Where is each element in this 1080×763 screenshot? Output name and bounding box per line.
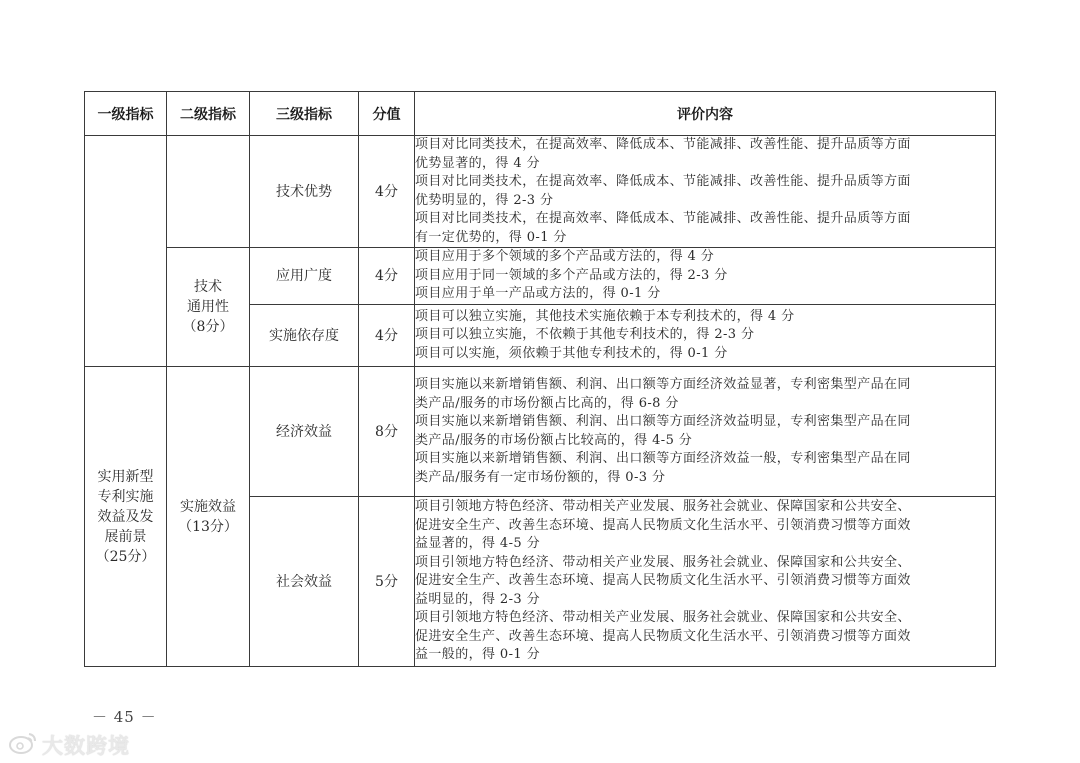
content-line: 项目对比同类技术，在提高效率、降低成本、节能减排、改善性能、提升品质等方面 [415,211,911,226]
content-cell [415,497,996,667]
content-line: 项目实施以来新增销售额、利润、出口额等方面经济效益显著，专利密集型产品在同 [415,377,911,392]
content-line: 有一定优势的，得 0-1 分 [415,229,567,245]
content-line: 优势显著的，得 4 分 [415,155,540,171]
level1-label-line: 展前景 [104,528,147,545]
content-cell [415,248,996,305]
content-line: 项目实施以来新增销售额、利润、出口额等方面经济效益一般，专利密集型产品在同 [415,451,911,466]
content-line: 促进安全生产、改善生态环境、提高人民物质文化生活水平、引领消费习惯等方面效 [415,517,911,533]
content-line: 优势明显的，得 2-3 分 [415,192,554,208]
level1-label-line: （25分） [95,548,156,565]
content-line: 项目应用于同一领域的多个产品或方法的，得 2-3 分 [415,267,728,283]
content-line: 益一般的，得 0-1 分 [415,647,540,663]
content-cell [415,305,996,367]
content-line: 项目应用于单一产品或方法的，得 0-1 分 [415,286,661,302]
content-line: 类产品/服务的市场份额占比较高的，得 4-5 分 [415,432,693,448]
content-line: 促进安全生产、改善生态环境、提高人民物质文化生活水平、引领消费习惯等方面效 [415,628,911,644]
score-value: 4分 [359,248,415,305]
level1-label-line: 专利实施 [97,488,154,505]
level2-label-line: 技术 [194,279,222,295]
header-content: 评价内容 [415,92,996,136]
header-level1: 一级指标 [85,92,167,136]
score-value: 8分 [359,367,415,497]
content-cell [415,136,996,248]
level1-blank-cell [85,136,167,367]
content-line: 项目可以独立实施，不依赖于其他专利技术的，得 2-3 分 [415,327,755,343]
watermark-text: 大数跨境 [42,734,130,758]
level2-label-line: （8分） [182,319,234,335]
level1-label-line: 实用新型 [97,468,154,485]
table-row [85,136,996,248]
watermark [8,730,130,760]
level2-label-line: 通用性 [187,299,229,315]
content-line: 项目引领地方特色经济、带动相关产业发展、服务社会就业、保障国家和公共安全、 [415,554,911,570]
header-score: 分值 [359,92,415,136]
content-line: 促进安全生产、改善生态环境、提高人民物质文化生活水平、引领消费习惯等方面效 [415,573,911,589]
table-row [85,367,996,497]
content-line: 益显著的，得 4-5 分 [415,536,540,552]
table-row [85,248,996,305]
content-line: 项目引领地方特色经济、带动相关产业发展、服务社会就业、保障国家和公共安全、 [415,499,911,515]
page-number: － 45 － [92,708,157,726]
level3-name: 应用广度 [250,248,359,305]
level2-blank-cell [167,136,250,248]
level3-name: 技术优势 [250,136,359,248]
level3-name: 经济效益 [250,367,359,497]
content-line: 类产品/服务有一定市场份额的，得 0-3 分 [415,469,666,485]
content-line: 项目对比同类技术，在提高效率、降低成本、节能减排、改善性能、提升品质等方面 [415,174,911,189]
level1-label-line: 效益及发 [97,508,154,525]
level2-tech-general [167,248,250,367]
evaluation-table [84,91,996,667]
weibo-logo-icon [8,731,38,759]
content-line: 项目对比同类技术，在提高效率、降低成本、节能减排、改善性能、提升品质等方面 [415,137,911,152]
content-line: 项目可以实施，须依赖于其他专利技术的，得 0-1 分 [415,345,728,361]
score-value: 5分 [359,497,415,667]
content-cell [415,367,996,497]
content-line: 项目应用于多个领域的多个产品或方法的，得 4 分 [415,249,715,265]
content-line: 项目引领地方特色经济、带动相关产业发展、服务社会就业、保障国家和公共安全、 [415,610,911,626]
content-line: 项目可以独立实施，其他技术实施依赖于本专利技术的，得 4 分 [415,308,795,324]
content-line: 类产品/服务的市场份额占比高的，得 6-8 分 [415,395,679,411]
score-value: 4分 [359,136,415,248]
content-line: 项目实施以来新增销售额、利润、出口额等方面经济效益明显，专利密集型产品在同 [415,414,911,429]
level1-practical [85,367,167,667]
level2-label-line: （13分） [178,518,238,535]
level3-name: 实施依存度 [250,305,359,367]
header-level2: 二级指标 [167,92,250,136]
level2-label-line: 实施效益 [180,498,236,515]
level2-impl-benefit [167,367,250,667]
score-value: 4分 [359,305,415,367]
content-line: 益明显的，得 2-3 分 [415,591,540,607]
header-level3: 三级指标 [250,92,359,136]
table-header-row [85,92,996,136]
level3-name: 社会效益 [250,497,359,667]
